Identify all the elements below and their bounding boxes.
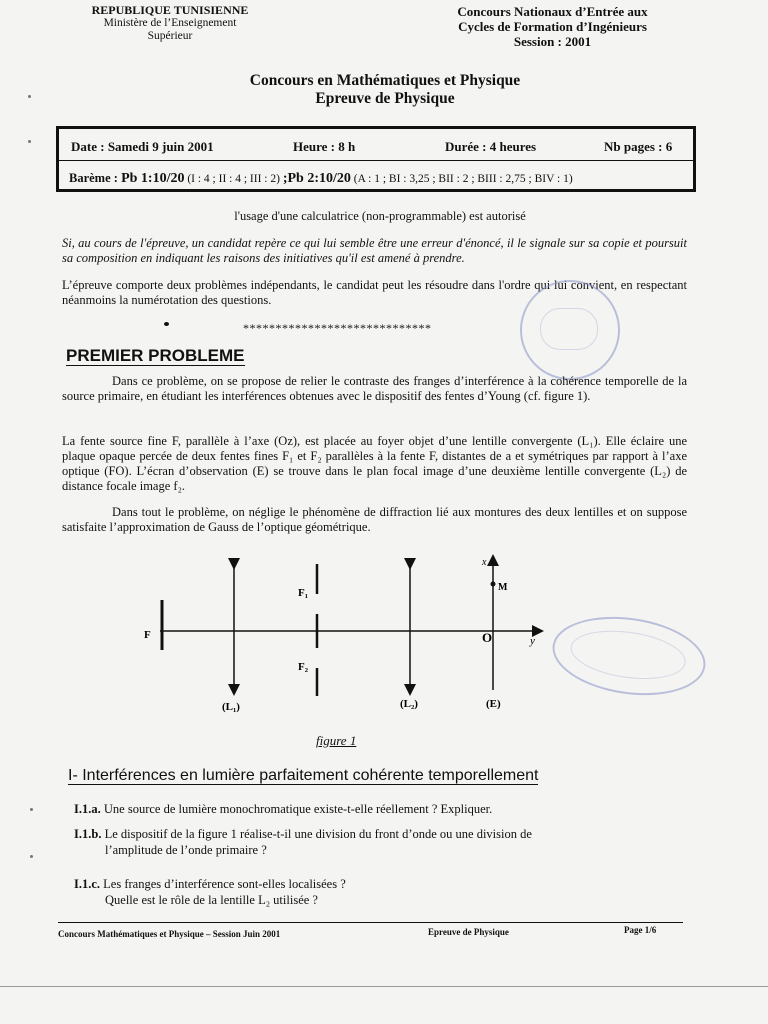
point-m [491,582,496,587]
separator-stars: ***************************** [243,321,432,335]
country-name: REPUBLIQUE TUNISIENNE [91,3,249,17]
label-f2: F₂ [298,661,309,673]
pb1-score: Pb 1:10/20 [121,171,185,186]
label-o: O [482,630,493,645]
institute-stamp [547,608,710,705]
margin-speck [30,808,33,811]
contest-line2: Cycles de Formation d’Ingénieurs [458,19,647,34]
label-e: (E) [486,698,501,710]
problem-heading-text: PREMIER PROBLEME [66,346,245,365]
exam-info-box [56,126,696,192]
problem-heading [66,346,245,366]
info-divider [59,160,693,161]
question-1a-number: I.1.a. [74,802,101,816]
exam-structure-note: L’épreuve comporte deux problèmes indépendants, le candidat peut les résoudre dans l'ordre qui lui convient, en respectant néanmoins la numérotation des questions. [62,278,687,307]
label-m: M [498,582,508,593]
exam-title [150,72,620,108]
label-y: y [530,635,535,647]
exam-date: Date : Samedi 9 juin 2001 [71,139,214,154]
young-slits-diagram [130,550,560,720]
exam-title-line2: Epreuve de Physique [315,90,455,107]
question-1c-number: I.1.c. [74,877,101,891]
question-1a [74,801,689,817]
bullet-mark [164,322,169,326]
label-f: F [144,629,151,641]
question-1c-text: Les franges d’interférence sont-elles localisées ? [100,877,346,891]
margin-speck [28,140,31,143]
footer-page: Page 1/6 [624,925,657,935]
section-heading-text: I- Interférences en lumière parfaitement cohérente temporellement [68,767,539,784]
page-footer [58,922,683,939]
exam-time: Heure : 8 h [293,139,356,154]
label-l2: (L₂) [400,698,418,710]
scan-edge [0,986,768,987]
pb1-detail: (I : 4 ; II : 4 ; III : 2) [184,173,283,185]
question-1b-number: I.1.b. [74,827,102,841]
header-left [70,4,270,43]
footer-contest: Concours Mathématiques et Physique – Session Juin 2001 [58,929,281,939]
grading-scale [69,171,685,187]
figure-caption: figure 1 [316,733,357,748]
ministry-line2: Supérieur [147,30,193,42]
margin-speck [28,95,31,98]
exam-duration: Durée : 4 heures [445,139,537,154]
question-1a-text: Une source de lumière monochromatique existe-t-elle réellement ? Expliquer. [100,802,493,816]
footer-exam: Epreuve de Physique [428,927,509,937]
pb2-detail: (A : 1 ; BI : 3,25 ; BII : 2 ; BIII : 2,75 ; BIV : 1) [350,173,573,185]
question-1b [74,826,689,858]
question-1c [74,876,689,908]
problem-paragraph-2: La fente source fine F, parallèle à l’axe (Oz), est placée au foyer objet d’une lentille convergente (L₁). Elle éclaire une plaque opaque percée de deux fentes fines F₁ et F₂ parallèles à la fente F, distantes de a et symétriques par rapport à l’axe optique (FO). L’écran d’observation (E) se trouve dans le plan focal image d’une deuxième lentille convergente (L₂) de distance focale image f₂. [62,434,687,493]
question-1b-continuation: l’amplitude de l’onde primaire ? [105,843,267,857]
margin-speck [30,855,33,858]
question-1c-continuation: Quelle est le rôle de la lentille L₂ utilisée ? [105,893,318,907]
bareme-label: Barème : [69,171,122,185]
question-1b-text: Le dispositif de la figure 1 réalise-t-il une division du front d’onde ou une division de [101,827,532,841]
library-stamp-inner [540,308,598,350]
contest-line1: Concours Nationaux d’Entrée aux [457,4,648,19]
header-right [420,4,685,49]
ministry-line1: Ministère de l’Enseignement [103,17,237,29]
exam-info-row [67,135,685,157]
error-warning: Si, au cours de l'épreuve, un candidat repère ce qui lui semble être une erreur d'énoncé, il le signale sur sa copie et poursuit sa composition en indiquant les raisons des initiatives qu'il est amené à prendre. [62,236,687,265]
label-f1: F₁ [298,587,309,599]
pb2-score: ;Pb 2:10/20 [282,171,351,186]
calculator-note: l'usage d'une calculatrice (non-programmable) est autorisé [234,209,526,223]
problem-paragraph-1: Dans ce problème, on se propose de relier le contraste des franges d’interférence à la cohérence temporelle de la source primaire, en étudiant les interférences obtenues avec le dispositif des fentes d’Young (cf. figure 1). [62,374,687,403]
institute-stamp-inner [568,624,689,686]
exam-title-line1: Concours en Mathématiques et Physique [249,72,521,89]
label-l1: (L₁) [222,701,240,713]
library-stamp [520,280,620,380]
exam-page-count: Nb pages : 6 [604,139,673,154]
session-line: Session : 2001 [513,34,592,49]
problem-paragraph-3: Dans tout le problème, on néglige le phénomène de diffraction lié aux montures des deux lentilles et on suppose satisfaite l’approximation de Gauss de l’optique géométrique. [62,505,687,534]
section-heading [68,767,538,785]
label-x: x [482,557,487,568]
